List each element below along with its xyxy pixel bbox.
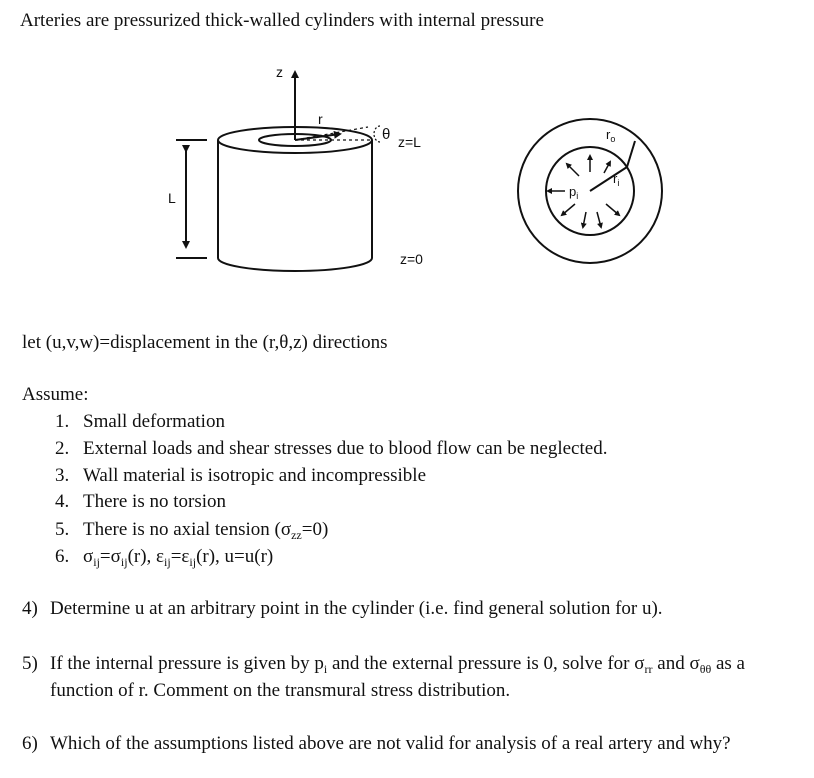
theta-label: θ	[382, 126, 391, 143]
intro-text: Arteries are pressurized thick-walled cylinders with internal pressure	[20, 10, 544, 31]
top-z-label: z=L	[398, 134, 421, 150]
pressure-arrow	[606, 204, 619, 215]
displacement-definition: let (u,v,w)=displacement in the (r,θ,z) directions	[22, 332, 388, 353]
question-6: 6) Which of the assumptions listed above are not valid for analysis of a real artery and why?	[22, 733, 731, 754]
pressure-arrow	[562, 204, 575, 215]
ro-label: $r_o$	[606, 127, 616, 144]
pressure-arrow	[567, 164, 579, 176]
assumption-item: 4. There is no torsion	[55, 491, 227, 512]
ri-label: $r_i$	[613, 171, 620, 188]
ri-radius-line	[590, 167, 627, 191]
assumption-item: 2. External loads and shear stresses due to blood flow can be neglected.	[55, 438, 608, 459]
pressure-arrow	[597, 212, 601, 227]
assumption-item: 5. There is no axial tension $(\sigma_{zz}=0)$	[55, 519, 329, 542]
cross-section-diagram	[518, 119, 662, 263]
figure	[0, 0, 814, 300]
pi-label: $p_i$	[569, 184, 579, 201]
length-label: L	[168, 190, 176, 206]
question-5: 5) If the internal pressure is given by $p_i$ and the external pressure is 0, solve for $\sigma_{rr}$ and $\sigma_{\theta\theta}$ as a	[22, 653, 745, 676]
pressure-arrow	[604, 162, 610, 173]
bottom-z-label: z=0	[400, 251, 423, 267]
question-5-line2: function of r. Comment on the transmural stress distribution.	[50, 680, 511, 701]
r-axis-label: r	[318, 111, 323, 127]
assumption-item: 1. Small deformation	[55, 411, 225, 432]
theta-arc	[374, 126, 380, 142]
assumption-item: 6. $\sigma_{ij}=\sigma_{ij}(r)$, $\varepsilon_{ij}=\varepsilon_{ij}(r)$, u=u(r)	[55, 546, 274, 569]
ro-radius-line	[627, 141, 635, 167]
cylinder-diagram	[168, 64, 423, 271]
assumption-item: 3. Wall material is isotropic and incompressible	[55, 465, 427, 486]
question-4: 4) Determine u at an arbitrary point in the cylinder (i.e. find general solution for u).	[22, 598, 663, 619]
cylinder-body	[218, 140, 372, 271]
z-axis-label: z	[276, 64, 283, 80]
pressure-arrow	[583, 212, 586, 227]
assume-heading: Assume:	[22, 384, 89, 405]
